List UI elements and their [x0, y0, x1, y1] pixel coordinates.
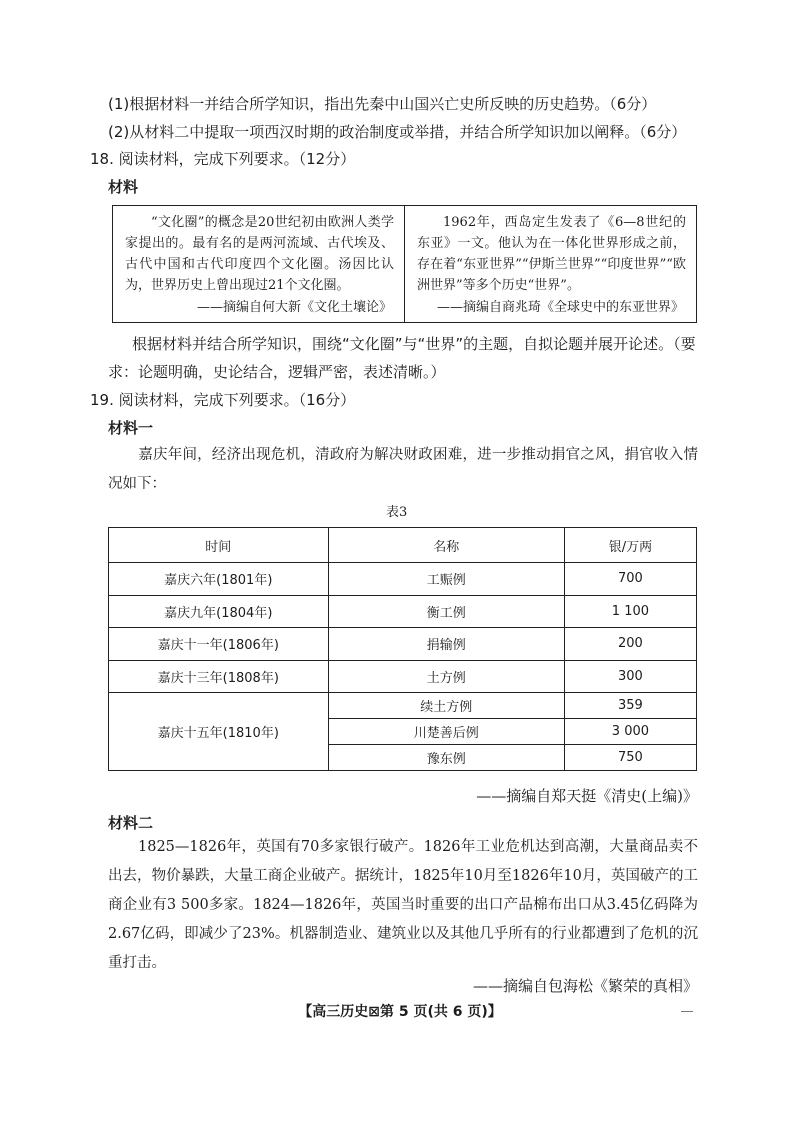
q18-left-text: “文化圈”的概念是20世纪初由欧洲人类学家提出的。最有名的是两河流域、古代埃及、古代中国和古代印度四个文化圈。汤因比认为，世界历史上曾出现过21个文化圈。 — [125, 215, 394, 293]
donation-table — [108, 527, 697, 771]
table-title: 表3 — [386, 505, 408, 520]
q18-right-source: ——摘编自商兆琦《全球史中的东亚世界》 — [436, 300, 684, 315]
table-cell-silver: 750 — [564, 745, 696, 771]
q19-material2-text: 1825—1826年，英国有70多家银行破产。1826年工业危机达到高潮，大量商品卖不出去，物价暴跌，大量工商企业破产。据统计，1825年10月至1826年10月，英国破产的工商企业有3 500多家。1824—1826年，英国当时重要的出口产品棉布出口从3.45亿码降为2.67亿码，即减少了23%。机器制造业、建筑业以及其他几乎所有的行业都遭到了危机的沉重打击。 — [108, 839, 698, 971]
table-row — [109, 693, 697, 719]
q17-item1: (1)根据材料一并结合所学知识，指出先秦中山国兴亡史所反映的历史趋势。（6分） — [108, 95, 657, 113]
q18-task-line1: 根据材料并结合所学知识，围绕“文化圈”与“世界”的主题，自拟论题并展开论述。（要 — [132, 335, 696, 353]
page-footer: 【高三历史⊠第 5 页(共 6 页)】 — [298, 1004, 502, 1020]
table-header-name: 名称 — [328, 528, 564, 563]
q18-material-left — [113, 206, 405, 322]
q19-material1-text: 嘉庆年间，经济出现危机，清政府为解决财政困难，进一步推动捐官之风，捐官收入情况如下： — [108, 447, 698, 492]
q19-material1-source: ——摘编自郑天挺《清史(上编)》 — [476, 787, 698, 805]
q18-left-source: ——摘编自何大新《文化土壤论》 — [196, 300, 392, 315]
table-cell-silver: 700 — [564, 563, 696, 596]
q18-right-text: 1962年，西岛定生发表了《6—8世纪的东亚》一文。他认为在一体化世界形成之前，存在着“东亚世界”“伊斯兰世界”“印度世界”“欧洲世界”等多个历史“世界”。 — [417, 215, 686, 293]
q19-heading: 19. 阅读材料，完成下列要求。（16分） — [90, 391, 356, 409]
q18-task-line2: 求：论题明确，史论结合，逻辑严密，表述清晰。） — [108, 363, 446, 381]
table-cell-time: 嘉庆十一年(1806年) — [109, 628, 329, 661]
table-cell-silver: 1 100 — [564, 595, 696, 628]
q19-material2-source: ——摘编自包海松《繁荣的真相》 — [472, 977, 698, 995]
table-cell-name: 川楚善后例 — [328, 719, 564, 745]
table-cell-silver: 359 — [564, 693, 696, 719]
table-header-silver: 银/万两 — [564, 528, 696, 563]
table-header-row — [109, 528, 697, 563]
q18-material-label: 材料 — [108, 178, 139, 196]
table-row — [109, 628, 697, 661]
table-row — [109, 563, 697, 596]
table-cell-name: 豫东例 — [328, 745, 564, 771]
table-cell-name: 捐输例 — [328, 628, 564, 661]
table-cell-time: 嘉庆九年(1804年) — [109, 595, 329, 628]
scan-mark — [681, 1011, 693, 1012]
table-cell-silver: 200 — [564, 628, 696, 661]
q18-material-right — [405, 206, 696, 322]
table-cell-name: 衡工例 — [328, 595, 564, 628]
table-cell-silver: 3 000 — [564, 719, 696, 745]
table-cell-time: 嘉庆十三年(1808年) — [109, 660, 329, 693]
q18-heading: 18. 阅读材料，完成下列要求。（12分） — [90, 150, 356, 168]
q17-item2: (2)从材料二中提取一项西汉时期的政治制度或举措，并结合所学知识加以阐释。（6分） — [108, 123, 687, 141]
table-header-time: 时间 — [109, 528, 329, 563]
table-cell-name: 工赈例 — [328, 563, 564, 596]
q19-material1-label: 材料一 — [108, 419, 154, 437]
table-row — [109, 660, 697, 693]
table-row — [109, 595, 697, 628]
table-cell-time: 嘉庆六年(1801年) — [109, 563, 329, 596]
table-cell-time-group: 嘉庆十五年(1810年) — [109, 693, 329, 771]
table-cell-silver: 300 — [564, 660, 696, 693]
q19-material2-label: 材料二 — [108, 814, 154, 832]
table-cell-name: 续土方例 — [328, 693, 564, 719]
q18-material-box — [112, 205, 697, 323]
table-cell-name: 土方例 — [328, 660, 564, 693]
